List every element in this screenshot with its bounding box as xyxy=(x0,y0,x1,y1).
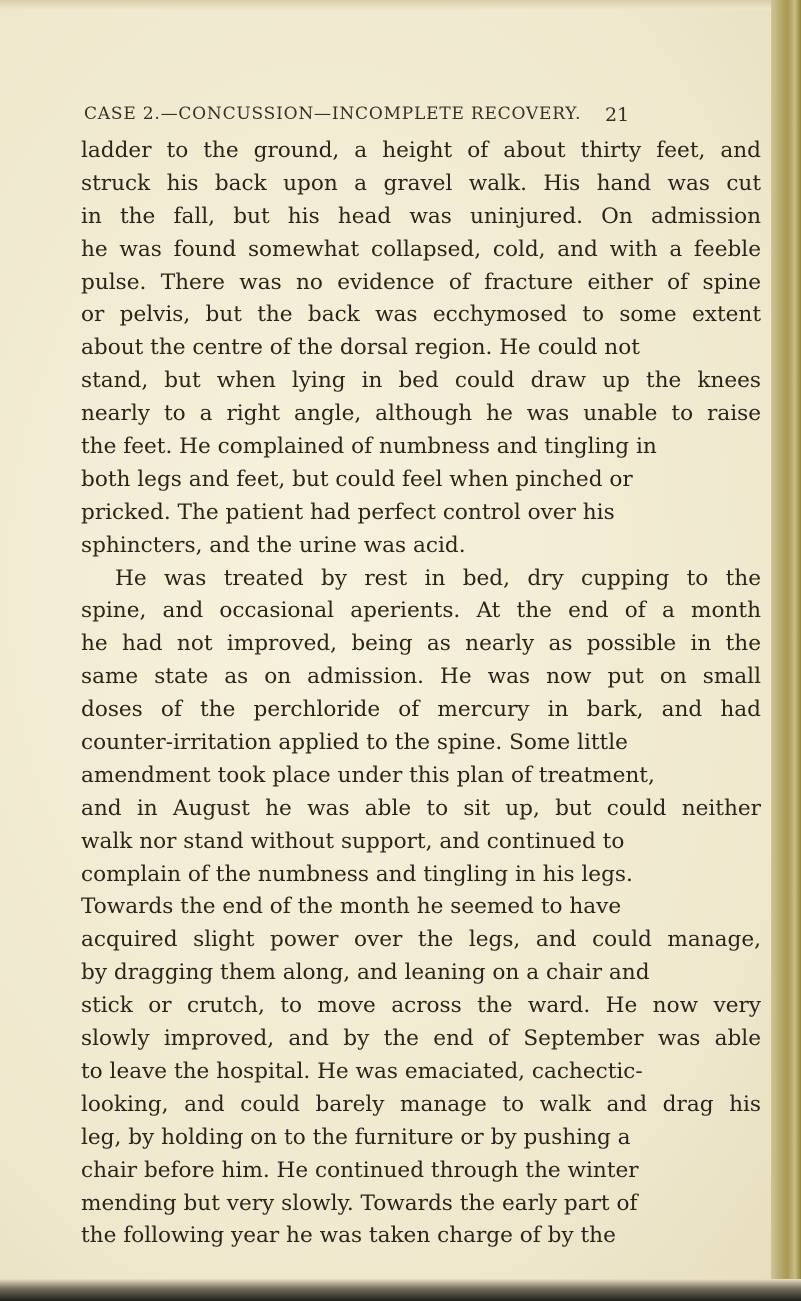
text-line: leg, by holding on to the furniture or by pushing a xyxy=(81,1124,631,1150)
text-line: sphincters, and the urine was acid. xyxy=(81,532,466,558)
text-line: and in August he was able to sit up, but could neither xyxy=(81,795,761,821)
page-bottom-shadow xyxy=(0,1279,801,1301)
text-line: slowly improved, and by the end of September was able xyxy=(81,1026,761,1052)
text-line: acquired slight power over the legs, and could manage, xyxy=(81,927,761,953)
text-line: or pelvis, but the back was ecchymosed to some extent xyxy=(81,302,761,328)
text-line: the following year he was taken charge of by the xyxy=(81,1223,616,1249)
text-line: nearly to a right angle, although he was unable to raise xyxy=(81,401,761,427)
text-line: counter-irritation applied to the spine. Some little xyxy=(81,730,628,756)
text-line: by dragging them along, and leaning on a chair and xyxy=(81,960,650,986)
text-line: he was found somewhat collapsed, cold, and with a feeble xyxy=(81,236,761,262)
text-line: about the centre of the dorsal region. He could not xyxy=(81,335,640,361)
text-line: stand, but when lying in bed could draw up the knees xyxy=(81,368,761,394)
text-line: pricked. The patient had perfect control over his xyxy=(81,499,615,525)
running-head: CASE 2.—CONCUSSION—INCOMPLETE RECOVERY. xyxy=(84,104,582,124)
text-line: in the fall, but his head was uninjured. On admission xyxy=(81,203,761,229)
text-line: looking, and could barely manage to walk and drag his xyxy=(81,1091,761,1117)
text-line: Towards the end of the month he seemed to have xyxy=(81,894,622,920)
text-line: doses of the perchloride of mercury in bark, and had xyxy=(81,697,761,723)
text-line: chair before him. He continued through the winter xyxy=(81,1157,639,1183)
text-line: mending but very slowly. Towards the early part of xyxy=(81,1190,638,1216)
text-line: to leave the hospital. He was emaciated, cachectic- xyxy=(81,1058,643,1084)
text-line: walk nor stand without support, and continued to xyxy=(81,828,625,854)
body-text xyxy=(81,135,761,1253)
text-line: both legs and feet, but could feel when pinched or xyxy=(81,466,633,492)
text-line: stick or crutch, to move across the ward. He now very xyxy=(81,993,761,1019)
text-line: same state as on admission. He was now put on small xyxy=(81,664,761,690)
text-line: ladder to the ground, a height of about thirty feet, and xyxy=(81,138,761,163)
text-line: struck his back upon a gravel walk. His hand was cut xyxy=(81,170,761,196)
text-line: pulse. There was no evidence of fracture either of spine xyxy=(81,269,761,295)
text-line: complain of the numbness and tingling in his legs. xyxy=(81,861,633,887)
text-line: the feet. He complained of numbness and tingling in xyxy=(81,434,657,460)
page-number: 21 xyxy=(605,104,630,126)
text-line: he had not improved, being as nearly as possible in the xyxy=(81,631,761,657)
book-fore-edge xyxy=(771,0,801,1301)
text-line: spine, and occasional aperients. At the end of a month xyxy=(81,598,761,624)
paragraph-start-line: He was treated by rest in bed, dry cupping to the xyxy=(115,565,761,591)
text-line: amendment took place under this plan of treatment, xyxy=(81,762,655,788)
page-top-edge xyxy=(0,0,801,10)
